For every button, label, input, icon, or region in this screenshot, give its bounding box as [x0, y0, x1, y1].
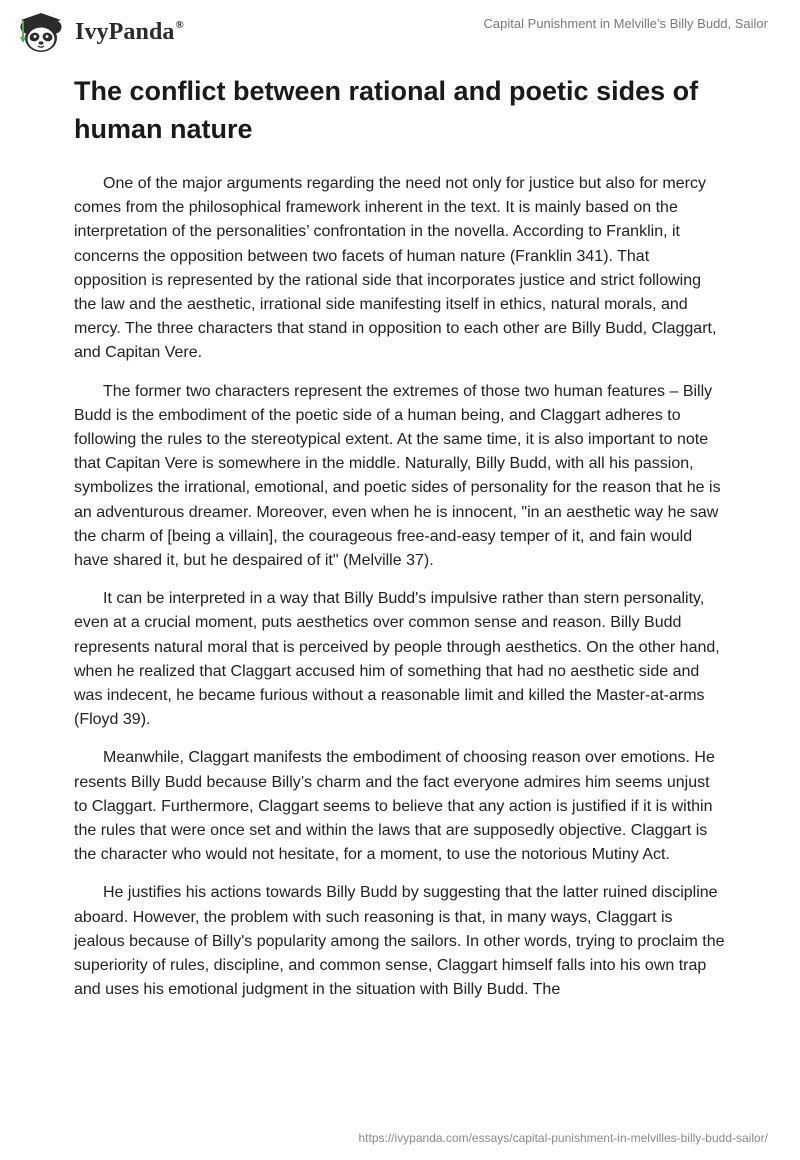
page-header — [0, 0, 800, 70]
ivypanda-logo[interactable] — [14, 10, 184, 54]
paragraph-4: Meanwhile, Claggart manifests the embodiment of choosing reason over emotions. He resents Billy Budd because Billy’s charm and the fact everyone admires him seems unjust to Claggart. Furthermore, Claggart seems to believe that any action is justified if it is within the rules that were once set and within the laws that are supposedly objective. Claggart is the character who would not hesitate, for a moment, to use the notorious Mutiny Act. — [74, 749, 715, 864]
section-heading: The conflict between rational and poetic sides of human nature — [74, 76, 699, 144]
paragraph-2: The former two characters represent the extremes of those two human features – Billy Budd is the embodiment of the poetic side of a human being, and Claggart adheres to following the rules to the stereotypical extent. At the same time, it is also important to note that Capitan Vere is somewhere in the middle. Naturally, Billy Budd, with all his passion, symbolizes the irrational, emotional, and poetic sides of personality for the reason that he is an adventurous dreamer. Moreover, even when he is innocent, "in an aesthetic way he saw the charm of [being a villain], the courageous free-and-easy temper of it, and fain would have shared it, but he despaired of it" (Melville 37). — [74, 382, 721, 570]
paragraph-5: He justifies his actions towards Billy Budd by suggesting that the latter ruined discipline aboard. However, the problem with such reasoning is that, in many ways, Claggart is jealous because of Billy's popularity among the sailors. In other words, trying to proclaim the superiority of rules, discipline, and common sense, Claggart himself falls into his own trap and uses his emotional judgment in the situation with Billy Budd. The — [74, 884, 725, 999]
brand-name — [75, 19, 184, 46]
registered-mark: ® — [175, 18, 184, 31]
paragraph-1: One of the major arguments regarding the need not only for justice but also for mercy comes from the philosophical framework inherent in the text. It is mainly based on the interpretation of the personalities’ confrontation in the novella. According to Franklin, it concerns the opposition between two facets of human nature (Franklin 341). That opposition is represented by the rational side that incorporates justice and strict following the law and the aesthetic, irrational side manifesting itself in ethics, natural morals, and mercy. The three characters that stand in opposition to each other are Billy Budd, Claggart, and Capitan Vere. — [74, 175, 717, 362]
article-body — [74, 172, 726, 1017]
brand-name-text: IvyPanda — [75, 18, 175, 45]
panda-graduate-icon — [14, 10, 70, 54]
paragraph-3: It can be interpreted in a way that Billy Budd's impulsive rather than stern personality, even at a crucial moment, puts aesthetics over common sense and reason. Billy Budd represents natural moral that is perceived by people through aesthetics. On the other hand, when he realized that Claggart accused him of something that had no aesthetic side and was indecent, he became furious without a reasonable limit and killed the Master-at-arms (Floyd 39). — [74, 590, 720, 729]
document-title: Capital Punishment in Melville’s Billy Budd, Sailor — [483, 16, 768, 31]
source-url-link[interactable]: https://ivypanda.com/essays/capital-punishment-in-melvilles-billy-budd-sailor/ — [358, 1131, 768, 1145]
